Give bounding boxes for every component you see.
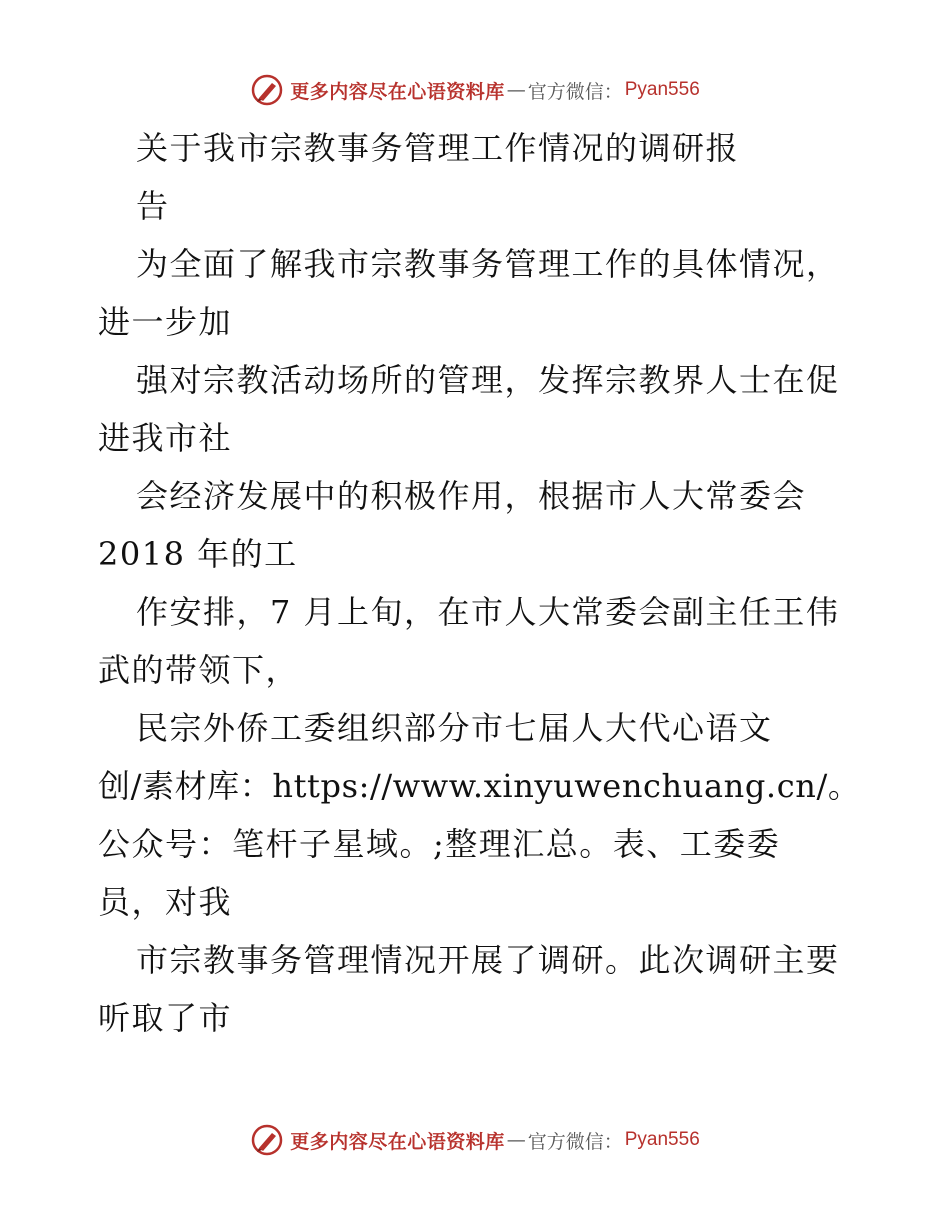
text-line: 听取了市	[98, 999, 233, 1037]
text-line: 公众号：笔杆子星域。;整理汇总。表、工委委	[98, 825, 781, 863]
banner-text: 更多内容尽在心语资料库	[290, 1130, 505, 1153]
text-line: 2018 年的工	[98, 535, 298, 573]
pen-logo-icon	[250, 1123, 284, 1157]
header-banner	[0, 70, 950, 110]
banner-wechat-label: 官方微信：	[527, 1130, 623, 1153]
text-line: 作安排，7 月上旬，在市人大常委会副主任王伟	[136, 593, 840, 631]
text-line: 为全面了解我市宗教事务管理工作的具体情况，	[136, 245, 840, 283]
text-line: 员，对我	[98, 883, 233, 921]
text-line: 民宗外侨工委组织部分市七届人大代心语文	[136, 709, 773, 747]
banner-text: 更多内容尽在心语资料库	[290, 80, 505, 103]
text-line: 关于我市宗教事务管理工作情况的调研报	[136, 129, 740, 167]
footer-banner	[0, 1120, 950, 1160]
banner-wechat-id: Pyan556	[624, 79, 700, 100]
banner-wechat-id: Pyan556	[624, 1129, 700, 1150]
text-line: 进我市社	[98, 419, 233, 457]
banner-separator: —	[506, 1129, 526, 1151]
banner-wechat-label: 官方微信：	[527, 80, 623, 103]
text-line: 强对宗教活动场所的管理，发挥宗教界人士在促	[136, 361, 840, 399]
text-line: 武的带领下，	[98, 651, 300, 689]
text-line: 进一步加	[98, 303, 233, 341]
text-line: 市宗教事务管理情况开展了调研。此次调研主要	[136, 941, 840, 979]
text-line: 会经济发展中的积极作用，根据市人大常委会	[136, 477, 807, 515]
pen-logo-icon	[250, 73, 284, 107]
text-line: 告	[136, 187, 170, 225]
banner-separator: —	[506, 79, 526, 101]
text-line: 创/素材库：https://www.xinyuwenchuang.cn/。	[98, 767, 861, 805]
